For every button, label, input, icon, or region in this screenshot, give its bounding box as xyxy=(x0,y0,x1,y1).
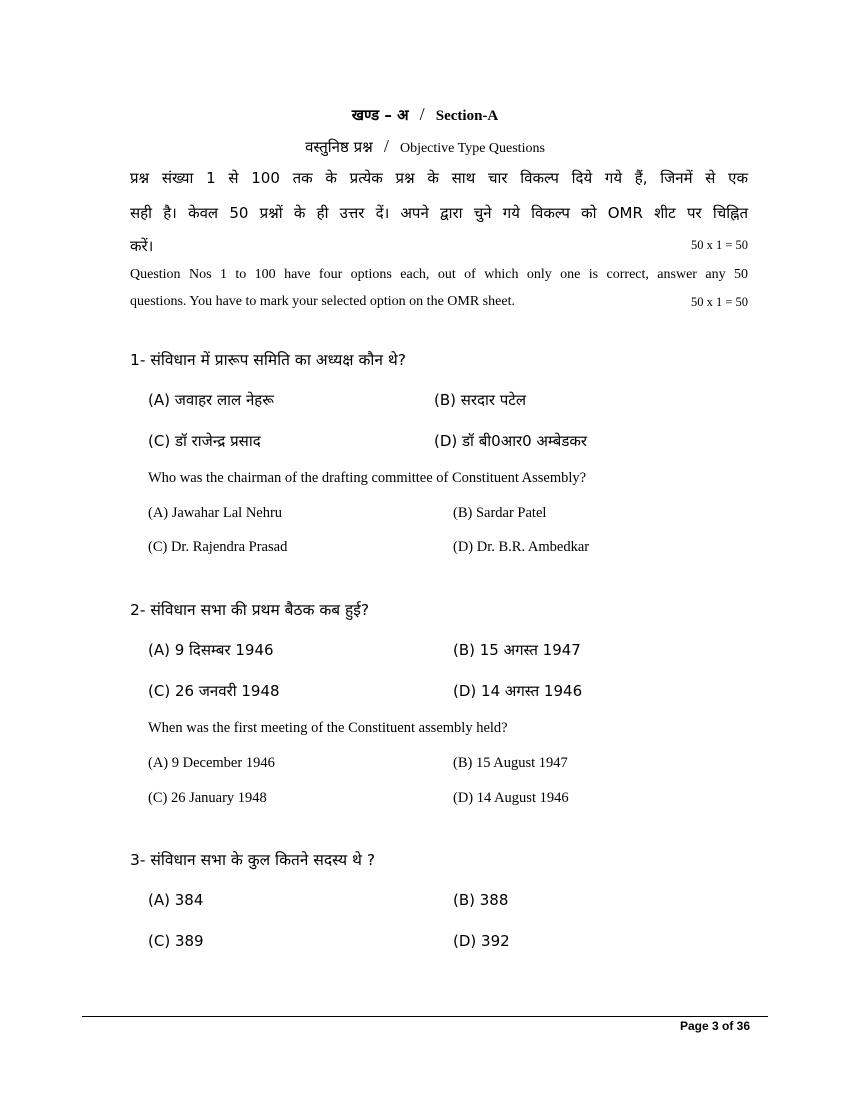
q1-hi-option-a: (A) जवाहर लाल नेहरू xyxy=(148,391,274,409)
footer-rule xyxy=(82,1016,768,1017)
instructions-en-marks: 50 x 1 = 50 xyxy=(690,295,748,309)
q2-en-option-a: (A) 9 December 1946 xyxy=(148,755,275,771)
q3-hi-option-b: (B) 388 xyxy=(453,891,509,909)
q1-en-option-d: (D) Dr. B.R. Ambedkar xyxy=(453,539,590,555)
q2-hi-option-c: (C) 26 जनवरी 1948 xyxy=(148,682,280,700)
question-3-hi: 3- संविधान सभा के कुल कितने सदस्य थे ? xyxy=(130,851,376,869)
q1-en-option-b: (B) Sardar Patel xyxy=(453,505,547,521)
objective-heading xyxy=(0,136,850,157)
objective-hi: वस्तुनिष्ठ प्रश्न xyxy=(305,138,373,156)
section-en: Section-A xyxy=(435,108,499,124)
instructions-hi-line3: करें। xyxy=(130,237,154,255)
q3-hi-option-c: (C) 389 xyxy=(148,932,204,950)
q2-en-option-c: (C) 26 January 1948 xyxy=(148,790,267,806)
q1-hi-option-d: (D) डॉ बी0आर0 अम्बेडकर xyxy=(434,432,588,450)
q3-hi-option-a: (A) 384 xyxy=(148,891,204,909)
instructions-hi-marks: 50 x 1 = 50 xyxy=(690,238,748,252)
q1-en-option-c: (C) Dr. Rajendra Prasad xyxy=(148,539,288,555)
q2-en-option-b: (B) 15 August 1947 xyxy=(453,755,568,771)
page-number: Page 3 of 36 xyxy=(679,1019,750,1033)
q1-hi-option-b: (B) सरदार पटेल xyxy=(434,391,527,409)
instructions-en-line2: questions. You have to mark your selected option on the OMR sheet. xyxy=(130,294,515,309)
question-1-en: Who was the chairman of the drafting committee of Constituent Assembly? xyxy=(148,470,587,486)
objective-en: Objective Type Questions xyxy=(399,141,545,156)
q2-hi-option-a: (A) 9 दिसम्बर 1946 xyxy=(148,641,274,659)
q1-hi-option-c: (C) डॉ राजेन्द्र प्रसाद xyxy=(148,432,261,450)
q2-hi-option-d: (D) 14 अगस्त 1946 xyxy=(453,682,583,700)
slash-separator: / xyxy=(383,136,389,156)
question-2-en: When was the first meeting of the Constituent assembly held? xyxy=(148,720,508,736)
q2-en-option-d: (D) 14 August 1946 xyxy=(453,790,569,806)
q2-hi-option-b: (B) 15 अगस्त 1947 xyxy=(453,641,581,659)
q3-hi-option-d: (D) 392 xyxy=(453,932,510,950)
section-heading xyxy=(0,104,850,125)
instructions-hi-line2: सही है। केवल 50 प्रश्नों के ही उत्तर दें। अपने द्वारा चुने गये विकल्प को OMR शीट पर चिह्नित xyxy=(130,204,748,222)
question-2-hi: 2- संविधान सभा की प्रथम बैठक कब हुई? xyxy=(130,601,370,619)
instructions-hi-line1: प्रश्न संख्या 1 से 100 तक के प्रत्येक प्रश्न के साथ चार विकल्प दिये गये हैं, जिनमें से एक xyxy=(130,169,748,187)
instructions-en-line1: Question Nos 1 to 100 have four options each, out of which only one is correct, answer any 50 xyxy=(130,267,748,282)
slash-separator: / xyxy=(419,104,425,124)
question-1-hi: 1- संविधान में प्रारूप समिति का अध्यक्ष कौन थे? xyxy=(130,351,407,369)
q1-en-option-a: (A) Jawahar Lal Nehru xyxy=(148,505,283,521)
section-hi: खण्ड – अ xyxy=(351,106,409,124)
